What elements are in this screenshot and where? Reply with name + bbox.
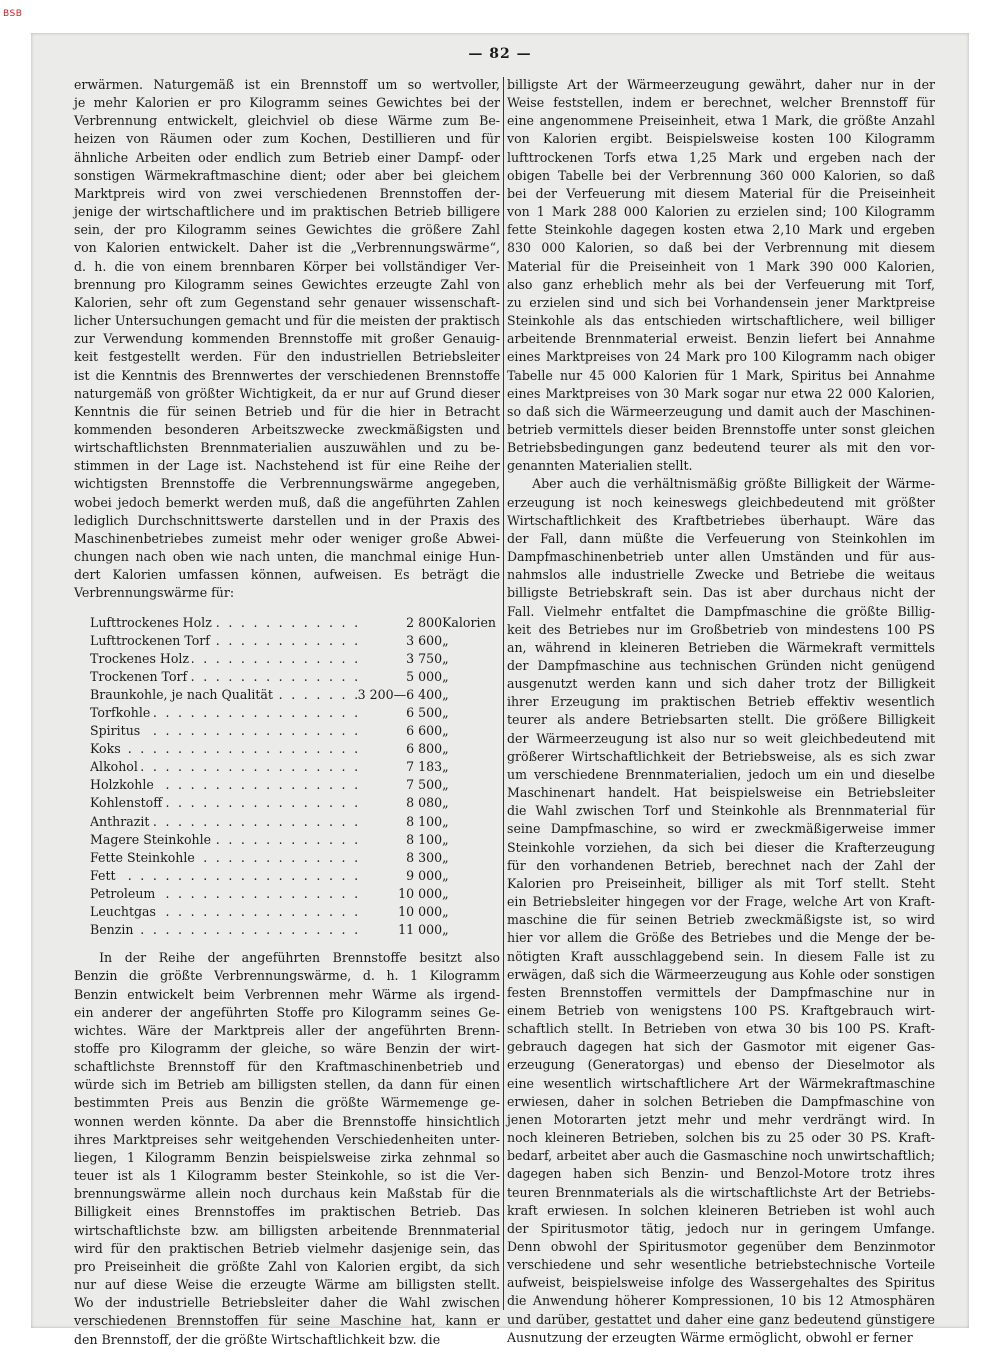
table-row [90, 740, 496, 758]
text-line: naturgemäß von größter Wichtigkeit, da er nur auf Grund dieser [74, 385, 500, 401]
table-row [90, 867, 496, 885]
scanned-page [31, 33, 969, 1347]
table-row [90, 794, 496, 812]
text-line: eines Marktpreises von 24 Mark pro 100 Kilogramm nach obiger [507, 349, 935, 365]
calorie-value: 7 183 [406, 759, 443, 775]
text-line: bedarf, arbeitet aber auch die Gasmaschine noch unwirtschaftlich; [507, 1148, 935, 1164]
text-line: Kenntnis die für seinen Betrieb und für die hier in Betracht [74, 403, 500, 419]
fuel-name: Trockenen Torf [90, 669, 190, 684]
text-line: Verbrennung entwickelt, gleichviel ob diese Wärme zum Be- [74, 113, 500, 129]
text-line: schaftlich stellt. In Betrieben von etwa 30 bis 100 PS. Kraft- [507, 1021, 935, 1037]
fuel-name-cell [90, 921, 358, 939]
table-row [90, 704, 496, 722]
text-line: Maschinenbetriebes zumeist mehr oder weniger große Abwei- [74, 530, 500, 546]
text-line: nur auf diese Weise die erzeugte Wärme am billigsten stellt. [74, 1277, 500, 1293]
text-line: maschine die für seinen Betrieb zweckmäßigste ist, so wird [507, 912, 935, 928]
unit-label: „ [442, 922, 449, 938]
calorie-value: 11 000 [398, 922, 443, 938]
text-line: Kalorien, sehr oft zum Gegenstand sehr genauer wissenschaft- [74, 294, 500, 310]
unit-label: „ [442, 813, 449, 829]
text-line: Steinkohle als das entschieden wirtschaftlichere, weil billiger [507, 313, 935, 329]
text-line: 830 000 Kalorien, so daß bei der Verbrennung mit diesem [507, 240, 935, 256]
left-paragraph-2 [74, 949, 500, 1348]
fuel-name: Magere Steinkohle [90, 832, 214, 847]
text-line: lediglich Durchschnittswerte darstellen und in der Praxis des [74, 512, 500, 528]
fuel-name: Lufttrockenes Holz [90, 615, 215, 630]
text-line: verschiedenen Brennstoffen für seine Maschine hat, kann er [74, 1313, 500, 1329]
text-line: wobei jedoch bemerkt werden muß, daß die angeführten Zahlen [74, 494, 500, 510]
calorie-value: 8 100 [406, 813, 443, 829]
right-paragraph-2 [507, 475, 935, 1347]
text-line: um verschiedene Brennmaterialien, jedoch um ein und dieselbe [507, 766, 935, 782]
text-line: dagegen haben sich Benzin- und Benzol-Motore trotz ihres [507, 1166, 935, 1182]
text-line: wichtes. Wäre der Marktpreis aller der angeführten Brenn- [74, 1022, 500, 1038]
right-paragraph-1 [507, 76, 935, 475]
calorie-value: 8 100 [406, 831, 443, 847]
text-line: betrieb vermittels dieser beiden Brennstoffe unter sonst gleichen [507, 421, 935, 437]
text-line: Denn obwohl der Spiritusmotor gegenüber dem Benzinmotor [507, 1239, 935, 1254]
text-line: brennung pro Kilogramm seines Gewichtes erzeugte Zahl von [74, 276, 500, 292]
text-line: zur Verwendung kommenden Brennstoffe mit großer Genauig- [74, 331, 500, 347]
text-line: licher Untersuchungen gemacht und für die meisten der praktisch [74, 313, 500, 329]
unit-label: „ [442, 904, 449, 920]
text-line: schaftlichste Brennstoff für den Kraftmaschinenbetrieb und [74, 1059, 500, 1075]
table-row [90, 903, 496, 921]
unit-label: „ [442, 668, 449, 684]
fuel-name: Koks [90, 741, 124, 756]
text-line: ein Betriebsleiter hingegen vor der Frage, welche Art von Kraft- [507, 894, 935, 910]
text-line: die Anwendung höherer Kompressionen, 10 bis 12 Atmosphären [507, 1293, 935, 1309]
fuel-name-cell [90, 849, 358, 867]
text-line: eines Marktpreises von 30 Mark sogar nur etwa 22 000 Kalorien, [507, 385, 935, 401]
combustion-heat-table [90, 614, 496, 940]
calorie-value: 2 800 [406, 614, 443, 630]
text-line: billigste Art der Wärmeerzeugung gewährt, daher nur in der [507, 77, 935, 92]
text-line: ihrer Erzeugung im praktischen Betrieb effektiv wesentlich [507, 694, 935, 710]
fuel-name: Spiritus [90, 723, 143, 738]
text-line: Steinkohle vorziehen, da sich bei dieser die Krafterzeugung [507, 839, 935, 855]
calorie-value: 5 000 [406, 668, 443, 684]
text-line: einem Betrieb von wenigstens 100 PS. Kraftgebrauch wirt- [507, 1002, 935, 1018]
right-column [507, 76, 935, 1347]
text-line: von 1 Mark 288 000 Kalorien zu erzielen sind; 100 Kilogramm [507, 204, 935, 220]
text-line: bei der Verfeuerung mit diesem Material für die Preiseinheit [507, 185, 935, 201]
text-line: erwägen, daß sich die Wärmeerzeugung aus Kohle oder sonstigen [507, 966, 935, 982]
text-line: Fall. Vielmehr entfaltet die Dampfmaschine die größte Billig- [507, 603, 935, 619]
left-column [74, 76, 500, 1349]
text-line: von Kalorien entwickelt. Daher ist die „Verbrennungswärme“, [74, 240, 500, 256]
text-line: je mehr Kalorien er pro Kilogramm seines Gewichtes bei der [74, 95, 500, 111]
text-line: verschiedene und sehr wesentliche betriebstechnische Vorteile [507, 1257, 935, 1273]
text-line: liegen, 1 Kilogramm Benzin beispielsweise zirka zehnmal so [74, 1149, 500, 1165]
text-line: wonnen werden könnte. Da aber die Brennstoffe hinsichtlich [74, 1113, 500, 1129]
text-line: sein, der pro Kilogramm seines Gewichtes die größere Zahl [74, 222, 500, 238]
unit-label: „ [442, 723, 449, 739]
table-row [90, 722, 496, 740]
text-line: Benzin die größte Verbrennungswärme, d. h. 1 Kilogramm [74, 968, 500, 984]
text-line: festen Brennstoffen vermittels der Dampfmaschine nur in [507, 984, 935, 1000]
table-row [90, 813, 496, 831]
fuel-name: Petroleum [90, 886, 158, 901]
text-line: der Wärmeerzeugung ist also nur so weit gleichbedeutend mit [507, 730, 935, 746]
text-line: von Kalorien ergibt. Beispielsweise kosten 100 Kilogramm [507, 131, 935, 147]
table-row [90, 650, 496, 668]
text-line: an, während in kleineren Betrieben die Wärmekraft vermittels [507, 639, 935, 655]
text-line: teuren Brennmaterials als die wirtschaftlichste Art der Betriebs- [507, 1184, 935, 1200]
text-line: Betriebsbedingungen ganz bedeutend teurer als mit den vor- [507, 440, 935, 456]
text-line: zu erzielen sind und sich bei Vorhandensein jener Marktpreise [507, 294, 935, 310]
text-line: Marktpreis wird von zwei verschiedenen Brennstoffen der- [74, 185, 500, 201]
table-row [90, 758, 496, 776]
fuel-name: Torfkohle [90, 705, 153, 720]
text-line: obigen Tabelle bei der Verbrennung 360 000 Kalorien, so daß [507, 167, 935, 183]
text-line: teuer ist als 1 Kilogramm bester Steinkohle, so ist die Ver- [74, 1168, 500, 1184]
text-line: brennungswärme allein noch durchaus kein Maßstab für die [74, 1186, 500, 1202]
text-line: Dampfmaschinenbetrieb unter allen Umständen und für aus- [507, 549, 935, 565]
text-line: billigste Betriebskraft sein. Das ist aber durchaus nicht der [507, 585, 935, 601]
unit-label: „ [442, 759, 449, 775]
text-line: also ganz erheblich mehr als bei der Verfeuerung mit Torf, [507, 276, 935, 292]
text-line: größerer Wirtschaftlichkeit der Betriebsweise, als es sich zwar [507, 748, 935, 764]
text-line: hier vor allem die Größe des Betriebes und die Menge der be- [507, 930, 935, 946]
text-line: Wirtschaftlichkeit des Kraftbetriebes überhaupt. Wäre das [507, 512, 935, 528]
fuel-name: Fette Steinkohle [90, 850, 198, 865]
fuel-name: Anthrazit [90, 814, 152, 829]
text-line: fette Steinkohle dagegen kosten etwa 2,10 Mark und ergeben [507, 222, 935, 238]
text-line: und darüber, gestattet und daher eine ganz bedeutend günstigere [507, 1311, 935, 1327]
unit-label: „ [442, 741, 449, 757]
text-line: die Wahl zwischen Torf und Steinkohle als Brennmaterial für [507, 803, 935, 819]
table-row [90, 686, 496, 704]
text-line: bestimmten Preis aus Benzin die größte Wärmemenge ge- [74, 1095, 500, 1111]
fuel-name-cell [90, 885, 358, 903]
fuel-name: Kohlenstoff [90, 795, 165, 810]
text-line: kommenden besonderen Arbeitszwecke zweckmäßigsten und [74, 421, 500, 437]
text-line: den Brennstoff, der die größte Wirtschaftlichkeit bzw. die [74, 1331, 441, 1347]
text-line: jenige der wirtschaftlichere und im praktischen Betrieb billigere [74, 204, 500, 220]
text-line: der Fall, dann müßte die Verfeuerung von Steinkohlen im [507, 530, 935, 546]
fuel-name: Fett [90, 868, 119, 883]
unit-label: „ [442, 650, 449, 666]
fuel-name-cell [90, 813, 358, 831]
fuel-name-cell [90, 794, 358, 812]
fuel-name-cell [90, 632, 358, 650]
text-line: ihres Marktpreises sehr weitgehenden Verschiedenheiten unter- [74, 1131, 500, 1147]
fuel-name-cell [90, 614, 358, 632]
text-line: gebrauch dagegen hat sich der Gasmotor mit eigener Gas- [507, 1039, 935, 1055]
fuel-name-cell [90, 758, 358, 776]
text-line: stimmen in der Lage ist. Nachstehend ist für eine Reihe der [74, 458, 500, 474]
text-line: heizen von Räumen oder zum Kochen, Destillieren und für [74, 131, 500, 147]
text-line: ähnliche Arbeiten oder endlich zum Betrieb einer Dampf- oder [74, 149, 500, 165]
calorie-value: 3 750 [406, 650, 443, 666]
unit-label: Kalorien [442, 614, 496, 630]
table-row [90, 614, 496, 632]
text-line: In der Reihe der angeführten Brennstoffe besitzt also [99, 950, 500, 966]
left-paragraph-1 [74, 76, 500, 603]
text-line: eine wesentlich wirtschaftlichere Art der Wärmekraftmaschine [507, 1075, 935, 1091]
fuel-name-cell [90, 867, 358, 885]
text-line: ausgenutzt werden kann und sich daher trotz der Billigkeit [507, 676, 935, 692]
text-line: lufttrockenen Torfs etwa 1,25 Mark und ergeben nach der [507, 149, 935, 165]
calorie-value: 7 500 [406, 777, 443, 793]
unit-label: „ [442, 777, 449, 793]
text-line: jenen Motorarten jetzt mehr und mehr verdrängt wird. In [507, 1111, 935, 1127]
text-line: ein anderer der angeführten Stoffe pro Kilogramm seines Ge- [74, 1004, 500, 1020]
text-line: Weise feststellen, indem er berechnet, welcher Brennstoff für [507, 95, 935, 111]
fuel-name-cell [90, 650, 358, 668]
text-line: Ausnutzung der erzeugten Wärme ermöglicht, obwohl er ferner [507, 1329, 913, 1345]
calorie-value: 10 000 [398, 904, 443, 920]
text-line: wird für den praktischen Betrieb vielmehr dasjenige sein, das [74, 1240, 500, 1256]
unit-label: „ [442, 867, 449, 883]
text-line: wirtschaftlichsten Brennmaterialien auszuwählen und zu be- [74, 440, 500, 456]
fuel-name-cell [90, 903, 358, 921]
text-line: arbeitende Brennmaterial erweist. Benzin liefert bei Annahme [507, 331, 935, 347]
calorie-value: 6 800 [406, 741, 443, 757]
text-line: Aber auch die verhältnismäßig größte Billigkeit der Wärme- [532, 476, 935, 492]
text-line: teurer als andere Betriebsarten stellt. Die größere Billigkeit [507, 712, 935, 728]
column-divider [503, 77, 504, 1310]
unit-label: „ [442, 686, 449, 702]
calorie-value: 3 200—6 400 [357, 686, 443, 702]
text-line: Billigkeit eines Brennstoffes im praktischen Betrieb. Das [74, 1204, 500, 1220]
text-line: erwärmen. Naturgemäß ist ein Brennstoff um so wertvoller, [74, 77, 500, 92]
fuel-name: Benzin [90, 922, 136, 937]
text-line: so daß sich die Wärmeerzeugung und damit auch der Maschinen- [507, 403, 935, 419]
text-line: wirtschaftlichste bzw. am billigsten arbeitende Brennmaterial [74, 1222, 500, 1238]
fuel-name: Alkohol [90, 759, 141, 774]
table-row [90, 831, 496, 849]
text-line: keit festgestellt werden. Für den industriellen Betriebsleiter [74, 349, 500, 365]
text-line: erzeugung ist noch keineswegs gleichbedeutend mit größter [507, 494, 935, 510]
text-line: sonstigen Wärmekraftmaschine dient; oder aber bei gleichem [74, 167, 500, 183]
fuel-name: Leuchtgas [90, 904, 159, 919]
page-number: — 82 — [468, 46, 532, 62]
text-line: erzeugung (Generatorgas) und ebenso der Dieselmotor als [507, 1057, 935, 1073]
text-line: Maschinenart handelt. Hat beispielsweise ein Betriebsleiter [507, 785, 935, 801]
fuel-name-cell [90, 686, 358, 704]
text-line: ist die Kenntnis des Brennwertes der verschiedenen Brennstoffe [74, 367, 500, 383]
text-line: würde sich im Betrieb am billigsten stellen, da dann für einen [74, 1077, 500, 1093]
unit-label: „ [442, 632, 449, 648]
text-line: seine Dampfmaschine, so wird er zweckmäßigerweise immer [507, 821, 935, 837]
text-line: kraft erwiesen. In solchen kleineren Betrieben ist wohl auch [507, 1202, 935, 1218]
text-line: Verbrennungswärme für: [74, 585, 235, 601]
table-row [90, 849, 496, 867]
table-row [90, 668, 496, 686]
text-line: für den vorhandenen Betrieb, berechnet nach der Zahl der [507, 857, 935, 873]
library-stamp: BSB [3, 9, 23, 19]
text-line: stoffe pro Kilogramm der gleiche, so wäre Benzin der wirt- [74, 1041, 500, 1056]
table-row [90, 776, 496, 794]
calorie-value: 10 000 [398, 885, 443, 901]
text-line: nötigten Kraft ausschlaggebend sein. In diesem Falle ist zu [507, 948, 935, 964]
fuel-name-cell [90, 668, 358, 686]
fuel-name-cell [90, 740, 358, 758]
fuel-name-cell [90, 776, 358, 794]
text-line: nahmslos alle industrielle Zwecke und Betriebe die weitaus [507, 567, 935, 583]
text-line: chungen nach oben wie nach unten, die manchmal einige Hun- [74, 549, 500, 565]
text-line: aufweist, beispielsweise infolge des Wassergehaltes des Spiritus [507, 1275, 935, 1291]
text-line: Kalorien pro Preiseinheit, billiger als mit Torf stellt. Steht [507, 875, 935, 891]
fuel-name: Trockenes Holz [90, 651, 192, 666]
unit-label: „ [442, 705, 449, 720]
text-line: pro Preiseinheit die größte Zahl von Kalorien ergibt, da sich [74, 1258, 500, 1274]
text-line: dert Kalorien umfassen können, aufweisen. Es beträgt die [74, 567, 500, 583]
calorie-value: 6 500 [406, 705, 443, 720]
text-line: Material für die Preiseinheit von 1 Mark 390 000 Kalorien, [507, 258, 935, 274]
calorie-value: 9 000 [406, 867, 443, 883]
text-line: genannten Materialien stellt. [507, 458, 693, 474]
unit-label: „ [442, 795, 449, 811]
fuel-name-cell [90, 722, 358, 740]
calorie-value: 6 600 [406, 723, 443, 739]
text-line: Benzin entwickelt beim Verbrennen mehr Wärme als irgend- [74, 986, 500, 1002]
calorie-value: 3 600 [406, 632, 443, 648]
text-line: der Dampfmaschine aus technischen Gründen nicht genügend [507, 658, 935, 673]
table-row [90, 921, 496, 939]
text-line: Tabelle nur 45 000 Kalorien für 1 Mark, Spiritus bei Annahme [507, 367, 935, 383]
text-line: erwiesen, daher in solchen Betrieben die Dampfmaschine von [507, 1093, 935, 1109]
text-line: d. h. die von einem brennbaren Körper bei vollständiger Ver- [74, 258, 500, 274]
fuel-name: Braunkohle, je nach Qualität [90, 687, 276, 702]
table-row [90, 632, 496, 650]
text-line: wichtigsten Brennstoffe die Verbrennungswärme angegeben, [74, 476, 500, 492]
fuel-name: Holzkohle [90, 777, 157, 792]
text-line: Wo der industrielle Betriebsleiter daher die Wahl zwischen [74, 1295, 500, 1311]
fuel-name: Lufttrockenen Torf [90, 633, 213, 648]
text-line: keit des Betriebes nur im Großbetrieb von mindestens 100 PS [507, 621, 935, 637]
unit-label: „ [442, 885, 449, 901]
fuel-name-cell [90, 704, 358, 722]
calorie-value: 8 300 [406, 849, 443, 865]
unit-label: „ [442, 849, 449, 865]
calorie-value: 8 080 [406, 795, 443, 811]
text-line: noch kleineren Betrieben, solchen bis zu 25 oder 30 PS. Kraft- [507, 1130, 935, 1146]
unit-label: „ [442, 831, 449, 847]
fuel-name-cell [90, 831, 358, 849]
text-line: eine angenommene Preiseinheit, etwa 1 Mark, die größte Anzahl [507, 113, 935, 129]
text-line: der Spiritusmotor tätig, jedoch nur in geringem Umfange. [507, 1220, 935, 1236]
table-row [90, 885, 496, 903]
